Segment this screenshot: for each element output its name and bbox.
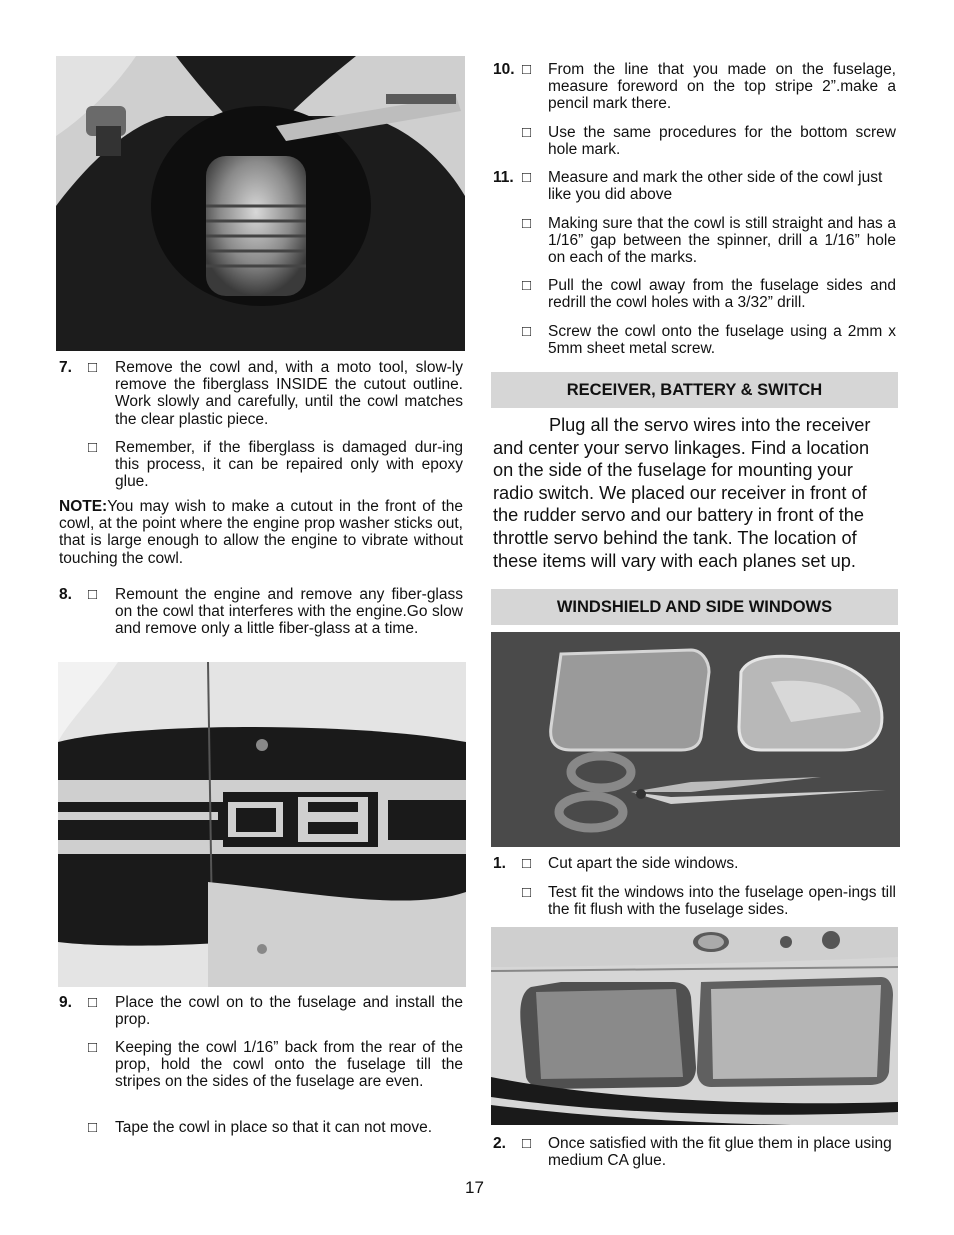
step-text: From the line that you made on the fuselage, measure foreword on the top stripe 2”.make a pencil mark there. — [548, 61, 896, 113]
step-11-b — [493, 215, 897, 267]
checkbox-icon: □ — [522, 855, 532, 872]
step-number: 7. — [59, 359, 72, 376]
step-number: 11. — [493, 169, 514, 186]
page-number: 17 — [465, 1178, 484, 1197]
step-7 — [59, 359, 465, 429]
step-11-c — [493, 277, 897, 313]
engine-cutout-photo — [56, 56, 465, 351]
step-text: Tape the cowl in place so that it can not move. — [115, 1119, 433, 1136]
receiver-section-heading: RECEIVER, BATTERY & SWITCH — [491, 372, 898, 408]
checkbox-icon: □ — [88, 439, 98, 456]
step-number: 10. — [493, 61, 515, 78]
note-paragraph — [59, 498, 463, 567]
step-9-c — [59, 1119, 465, 1137]
checkbox-icon: □ — [522, 277, 532, 294]
windows-step-1 — [493, 855, 897, 873]
step-number: 2. — [493, 1135, 506, 1152]
step-text: Use the same procedures for the bottom screw hole mark. — [548, 124, 896, 159]
checkbox-icon: □ — [88, 586, 98, 603]
step-9 — [59, 994, 465, 1030]
step-text: Remove the cowl and, with a moto tool, slow-ly remove the fiberglass INSIDE the cutout outline. Work slowly and carefully, until the cowl matches the clear plastic piece. — [115, 359, 463, 428]
step-10-b — [493, 124, 897, 160]
checkbox-icon: □ — [88, 994, 98, 1011]
checkbox-icon: □ — [522, 884, 532, 901]
receiver-paragraph: Plug all the servo wires into the receiver and center your servo linkages. Find a location on the side of the fuselage for mounting your radio switch. We placed our receiver in front of the rudder servo and our battery in front of the throttle servo behind the tank. The location of these items will vary with each planes set up. — [493, 415, 871, 571]
checkbox-icon: □ — [522, 323, 532, 340]
windshield-section-heading: WINDSHIELD AND SIDE WINDOWS — [491, 589, 898, 625]
windows-step-1-b — [493, 884, 897, 920]
step-number: 8. — [59, 586, 72, 603]
checkbox-icon: □ — [522, 1135, 532, 1152]
step-text: Remount the engine and remove any fiber-glass on the cowl that interferes with the engine.Go slow and remove only a little fiber-glass at a time. — [115, 586, 463, 638]
step-text: Once satisfied with the fit glue them in place using medium CA glue. — [548, 1135, 892, 1170]
checkbox-icon: □ — [522, 124, 532, 141]
step-text: Keeping the cowl 1/16” back from the rear of the prop, hold the cowl onto the fuselage till the stripes on the sides of the fuselage are even. — [115, 1039, 463, 1091]
step-text: Pull the cowl away from the fuselage sides and redrill the cowl holes with a 3/32” drill. — [548, 277, 896, 312]
checkbox-icon: □ — [88, 359, 98, 376]
windows-fitted-photo — [491, 927, 898, 1125]
note-label: NOTE: — [59, 498, 108, 515]
step-text: Place the cowl on to the fuselage and install the prop. — [115, 994, 463, 1029]
step-text: Cut apart the side windows. — [548, 855, 739, 872]
step-11-d — [493, 323, 897, 359]
step-text: Remember, if the fiberglass is damaged dur-ing this process, it can be repaired only with epoxy glue. — [115, 439, 463, 491]
windows-step-2 — [493, 1135, 897, 1171]
note-text: You may wish to make a cutout in the front of the cowl, at the point where the engine prop washer sticks out, that is large enough to allow the engine to vibrate without touching the cowl. — [59, 498, 463, 567]
step-text: Screw the cowl onto the fuselage using a 2mm x 5mm sheet metal screw. — [548, 323, 896, 358]
step-text: Making sure that the cowl is still straight and has a 1/16” gap between the spinner, drill a 1/16” hole on each of the marks. — [548, 215, 896, 267]
checkbox-icon: □ — [522, 169, 532, 186]
step-text: Test fit the windows into the fuselage open-ings till the fit flush with the fuselage sides. — [548, 884, 896, 919]
step-9-b — [59, 1039, 465, 1109]
step-text: Measure and mark the other side of the cowl just like you did above — [548, 169, 883, 204]
checkbox-icon: □ — [522, 61, 532, 78]
step-8 — [59, 586, 465, 656]
step-number: 1. — [493, 855, 506, 872]
checkbox-icon: □ — [88, 1119, 98, 1136]
cowl-stripes-photo — [58, 662, 466, 987]
step-7-b — [59, 439, 465, 491]
checkbox-icon: □ — [88, 1039, 98, 1056]
step-11 — [493, 169, 897, 205]
step-10 — [493, 61, 897, 113]
step-number: 9. — [59, 994, 72, 1011]
windows-scissors-photo — [491, 632, 900, 847]
checkbox-icon: □ — [522, 215, 532, 232]
